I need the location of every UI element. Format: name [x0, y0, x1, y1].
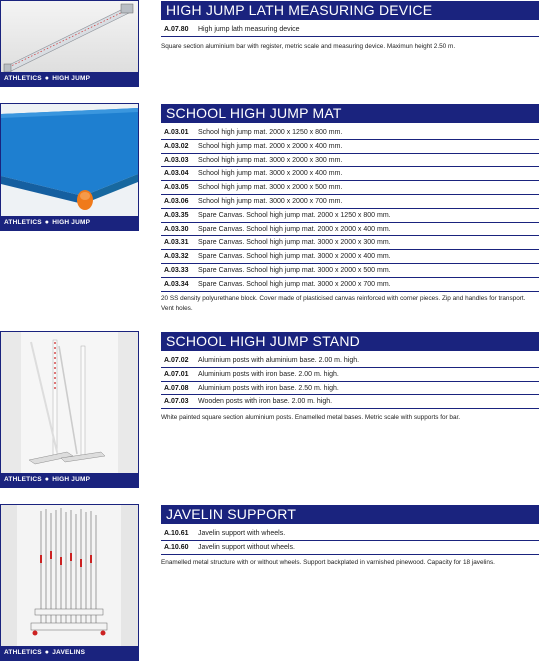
product-table: [161, 126, 539, 292]
javelin-photo: [1, 505, 138, 647]
product-description-cell: School high jump mat. 3000 x 2000 x 400 mm.: [198, 170, 343, 178]
product-description-cell: Spare Canvas. School high jump mat. 3000 x 2000 x 700 mm.: [198, 280, 391, 288]
product-code: A.07.02: [164, 357, 189, 364]
product-code: A.03.31: [164, 239, 189, 247]
product-code: A.03.01: [164, 129, 189, 136]
product-code: A.03.32: [164, 253, 189, 261]
product-code: A.07.01: [164, 370, 189, 378]
product-code: A.03.30: [164, 225, 189, 233]
product-code: A.07.03: [164, 398, 189, 406]
table-row[interactable]: [161, 195, 539, 209]
product-description-cell: Spare Canvas. School high jump mat. 3000 x 2000 x 300 mm.: [198, 239, 391, 247]
product-code: A.10.60: [164, 543, 189, 551]
stand-photo: [1, 332, 138, 474]
product-description-cell: Javelin support without wheels.: [198, 543, 295, 551]
product-table: [161, 354, 539, 409]
table-row[interactable]: [161, 209, 539, 223]
table-row[interactable]: [161, 382, 539, 396]
table-row[interactable]: [161, 541, 539, 555]
table-row[interactable]: [161, 140, 539, 154]
product-description-cell: Spare Canvas. School high jump mat. 3000 x 2000 x 400 mm.: [198, 253, 391, 261]
table-row[interactable]: [161, 527, 539, 541]
thumbnail-caption: ATHLETICS ● HIGH JUMP: [1, 216, 138, 230]
product-code: A.03.33: [164, 266, 189, 274]
table-row[interactable]: [161, 278, 539, 292]
product-description-cell: Spare Canvas. School high jump mat. 2000 x 2000 x 400 mm.: [198, 225, 391, 233]
product-code: A.03.04: [164, 170, 189, 178]
table-row[interactable]: [161, 223, 539, 237]
product-code: A.07.80: [164, 26, 189, 33]
thumbnail-caption: ATHLETICS ● HIGH JUMP: [1, 473, 138, 487]
table-row[interactable]: [161, 236, 539, 250]
table-row[interactable]: [161, 167, 539, 181]
table-row[interactable]: [161, 154, 539, 168]
product-description: 20 SS density polyurethane block. Cover made of plasticised canvas reinforced with corner pieces. Zip and handles for transport. Vent holes.: [161, 295, 526, 312]
mat-photo: [1, 104, 138, 217]
table-row[interactable]: [161, 23, 539, 37]
product-code: A.03.03: [164, 156, 189, 164]
table-row[interactable]: [161, 181, 539, 195]
product-table: [161, 527, 539, 555]
product-description-cell: School high jump mat. 3000 x 2000 x 700 mm.: [198, 197, 343, 205]
product-table: [161, 23, 539, 37]
product-description-cell: High jump lath measuring device: [198, 26, 300, 33]
product-description: Enamelled metal structure with or without wheels. Support backplated in varnished pinewood. Capacity for 18 javelins.: [161, 559, 495, 566]
table-row[interactable]: [161, 354, 539, 368]
product-thumbnail[interactable]: [0, 103, 139, 231]
product-code: A.03.06: [164, 197, 189, 205]
product-code: A.10.61: [164, 530, 189, 537]
thumbnail-caption: ATHLETICS ● HIGH JUMP: [1, 72, 138, 86]
product-description-cell: School high jump mat. 2000 x 1250 x 800 mm.: [198, 129, 343, 136]
product-code: A.03.02: [164, 142, 189, 150]
product-description-cell: Aluminium posts with iron base. 2.00 m. high.: [198, 370, 339, 378]
product-description-cell: School high jump mat. 3000 x 2000 x 500 mm.: [198, 184, 343, 192]
product-description-cell: Spare Canvas. School high jump mat. 2000 x 1250 x 800 mm.: [198, 211, 391, 219]
thumbnail-caption: ATHLETICS ● JAVELINS: [1, 646, 138, 660]
product-description: Square section aluminium bar with register, metric scale and measuring device. Maximun height 2.50 m.: [161, 43, 456, 50]
section-title: HIGH JUMP LATH MEASURING DEVICE: [161, 1, 539, 20]
product-thumbnail[interactable]: [0, 0, 139, 87]
lath-photo: [1, 1, 138, 73]
table-row[interactable]: [161, 250, 539, 264]
table-row[interactable]: [161, 264, 539, 278]
product-thumbnail[interactable]: [0, 331, 139, 488]
product-code: A.03.34: [164, 280, 189, 288]
product-description-cell: Aluminium posts with iron base. 2.50 m. high.: [198, 384, 339, 392]
product-description-cell: Wooden posts with iron base. 2.00 m. high.: [198, 398, 333, 406]
section-title: SCHOOL HIGH JUMP MAT: [161, 104, 539, 123]
product-code: A.03.35: [164, 211, 189, 219]
product-description-cell: Spare Canvas. School high jump mat. 3000 x 2000 x 500 mm.: [198, 266, 391, 274]
product-description-cell: School high jump mat. 2000 x 2000 x 400 mm.: [198, 142, 343, 150]
product-description-cell: Javelin support with wheels.: [198, 530, 286, 537]
section-title: JAVELIN SUPPORT: [161, 505, 539, 524]
product-description: White painted square section aluminium posts. Enamelled metal bases. Metric scale with supports for bar.: [161, 414, 461, 421]
section-title: SCHOOL HIGH JUMP STAND: [161, 332, 539, 351]
table-row[interactable]: [161, 368, 539, 382]
product-description-cell: Aluminium posts with aluminium base. 2.00 m. high.: [198, 357, 360, 364]
product-code: A.03.05: [164, 184, 189, 192]
product-code: A.07.08: [164, 384, 189, 392]
table-row[interactable]: [161, 395, 539, 409]
product-description-cell: School high jump mat. 3000 x 2000 x 300 mm.: [198, 156, 343, 164]
product-thumbnail[interactable]: [0, 504, 139, 661]
table-row[interactable]: [161, 126, 539, 140]
